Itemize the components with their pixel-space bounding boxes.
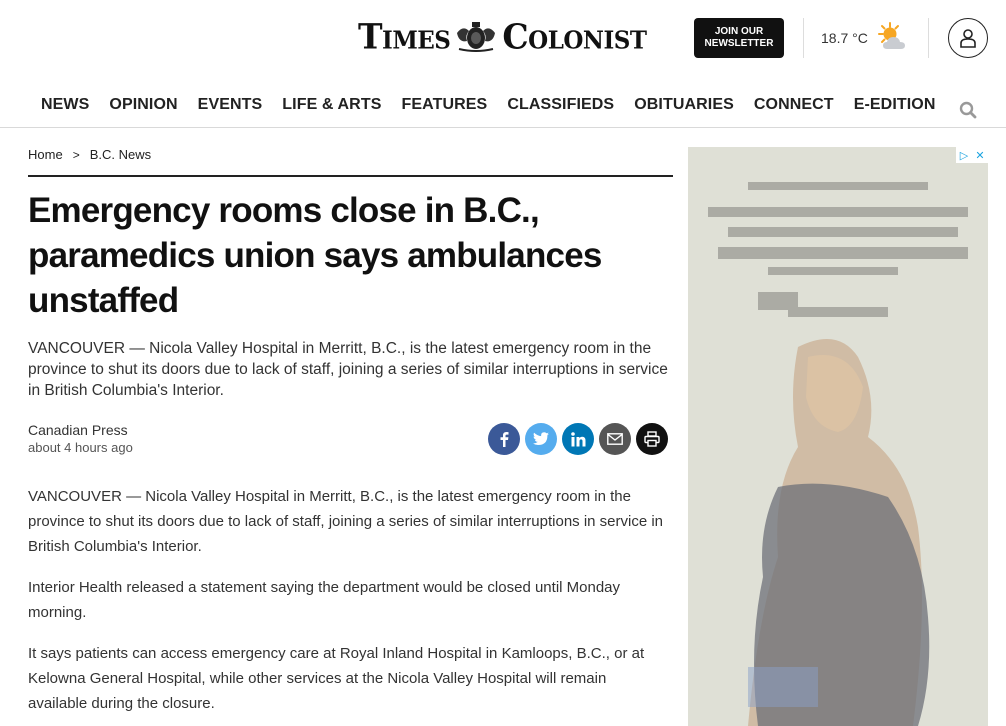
- nav-item-news[interactable]: NEWS: [41, 96, 90, 113]
- nav-item-obituaries[interactable]: OBITUARIES: [634, 96, 734, 113]
- article-author[interactable]: Canadian Press: [28, 422, 128, 438]
- twitter-icon: [533, 432, 549, 446]
- logo-word-left: Times: [358, 15, 451, 57]
- article-headline: Emergency rooms close in B.C., paramedics union says ambulances unstaffed: [28, 191, 602, 320]
- email-share-button[interactable]: [599, 423, 631, 455]
- search-icon[interactable]: [958, 100, 978, 120]
- newsletter-label-line2: NEWSLETTER: [704, 38, 774, 49]
- nav-item-features[interactable]: FEATURES: [401, 96, 488, 113]
- account-button[interactable]: [948, 18, 988, 58]
- facebook-share-button[interactable]: [488, 423, 520, 455]
- nav-item-opinion[interactable]: OPINION: [109, 96, 178, 113]
- advertisement-image: [688, 147, 988, 726]
- main-navigation: [0, 88, 1006, 128]
- nav-item-life-arts[interactable]: LIFE & ARTS: [282, 96, 382, 113]
- sidebar-advertisement[interactable]: [688, 147, 988, 726]
- breadcrumb-section-link[interactable]: B.C. News: [89, 147, 152, 162]
- weather-widget[interactable]: [821, 18, 910, 58]
- print-button[interactable]: [636, 423, 668, 455]
- site-logo[interactable]: [358, 17, 646, 55]
- nav-item-events[interactable]: EVENTS: [197, 96, 263, 113]
- temperature-readout: 18.7 °C: [821, 30, 868, 46]
- email-icon: [607, 433, 623, 445]
- breadcrumb-home-link[interactable]: Home: [28, 147, 63, 162]
- share-toolbar: [488, 423, 673, 455]
- print-icon: [644, 431, 660, 447]
- logo-word-right: Colonist: [502, 15, 647, 57]
- coat-of-arms-icon: [453, 19, 499, 53]
- linkedin-icon: [571, 432, 586, 447]
- article-paragraph: Interior Health released a statement saying the department would be closed until Monday morning.: [28, 579, 621, 621]
- breadcrumb-divider: [28, 175, 673, 177]
- close-ad-icon[interactable]: ✕: [975, 149, 985, 162]
- nav-item-connect[interactable]: CONNECT: [753, 96, 834, 113]
- user-icon: [959, 28, 977, 48]
- ad-choices-icon[interactable]: ▷: [959, 149, 969, 162]
- breadcrumb-separator: >: [72, 147, 80, 162]
- article-paragraph: VANCOUVER — Nicola Valley Hospital in Merritt, B.C., is the latest emergency room in the province to shut its doors due to lack of staff, joining a series of similar interruptions in service in British Columbia's Interior.: [28, 488, 664, 555]
- header-divider: [803, 18, 804, 58]
- partly-cloudy-sun-icon: [874, 20, 910, 56]
- linkedin-share-button[interactable]: [562, 423, 594, 455]
- twitter-share-button[interactable]: [525, 423, 557, 455]
- header-divider: [928, 18, 929, 58]
- newsletter-signup-button[interactable]: [694, 18, 784, 58]
- byline: [28, 421, 133, 457]
- site-header: [0, 0, 1006, 80]
- breadcrumb: [28, 147, 151, 162]
- article-summary: VANCOUVER — Nicola Valley Hospital in Merritt, B.C., is the latest emergency room in the province to shut its doors due to lack of staff, joining a series of similar interruptions in service in British Columbia's Interior.: [28, 340, 668, 399]
- article-timestamp: about 4 hours ago: [28, 440, 133, 455]
- nav-item-e-edition[interactable]: E-EDITION: [853, 96, 936, 113]
- nav-item-classifieds[interactable]: CLASSIFIEDS: [507, 96, 615, 113]
- article-paragraph: It says patients can access emergency care at Royal Inland Hospital in Kamloops, B.C., or at Kelowna General Hospital, while other services at the Nicola Valley Hospital will remain available during the closure.: [28, 645, 645, 712]
- newsletter-label-line1: JOIN OUR: [714, 26, 764, 37]
- ad-choices-badge[interactable]: [956, 147, 988, 163]
- nav-menu: [31, 96, 945, 114]
- facebook-icon: [497, 431, 511, 447]
